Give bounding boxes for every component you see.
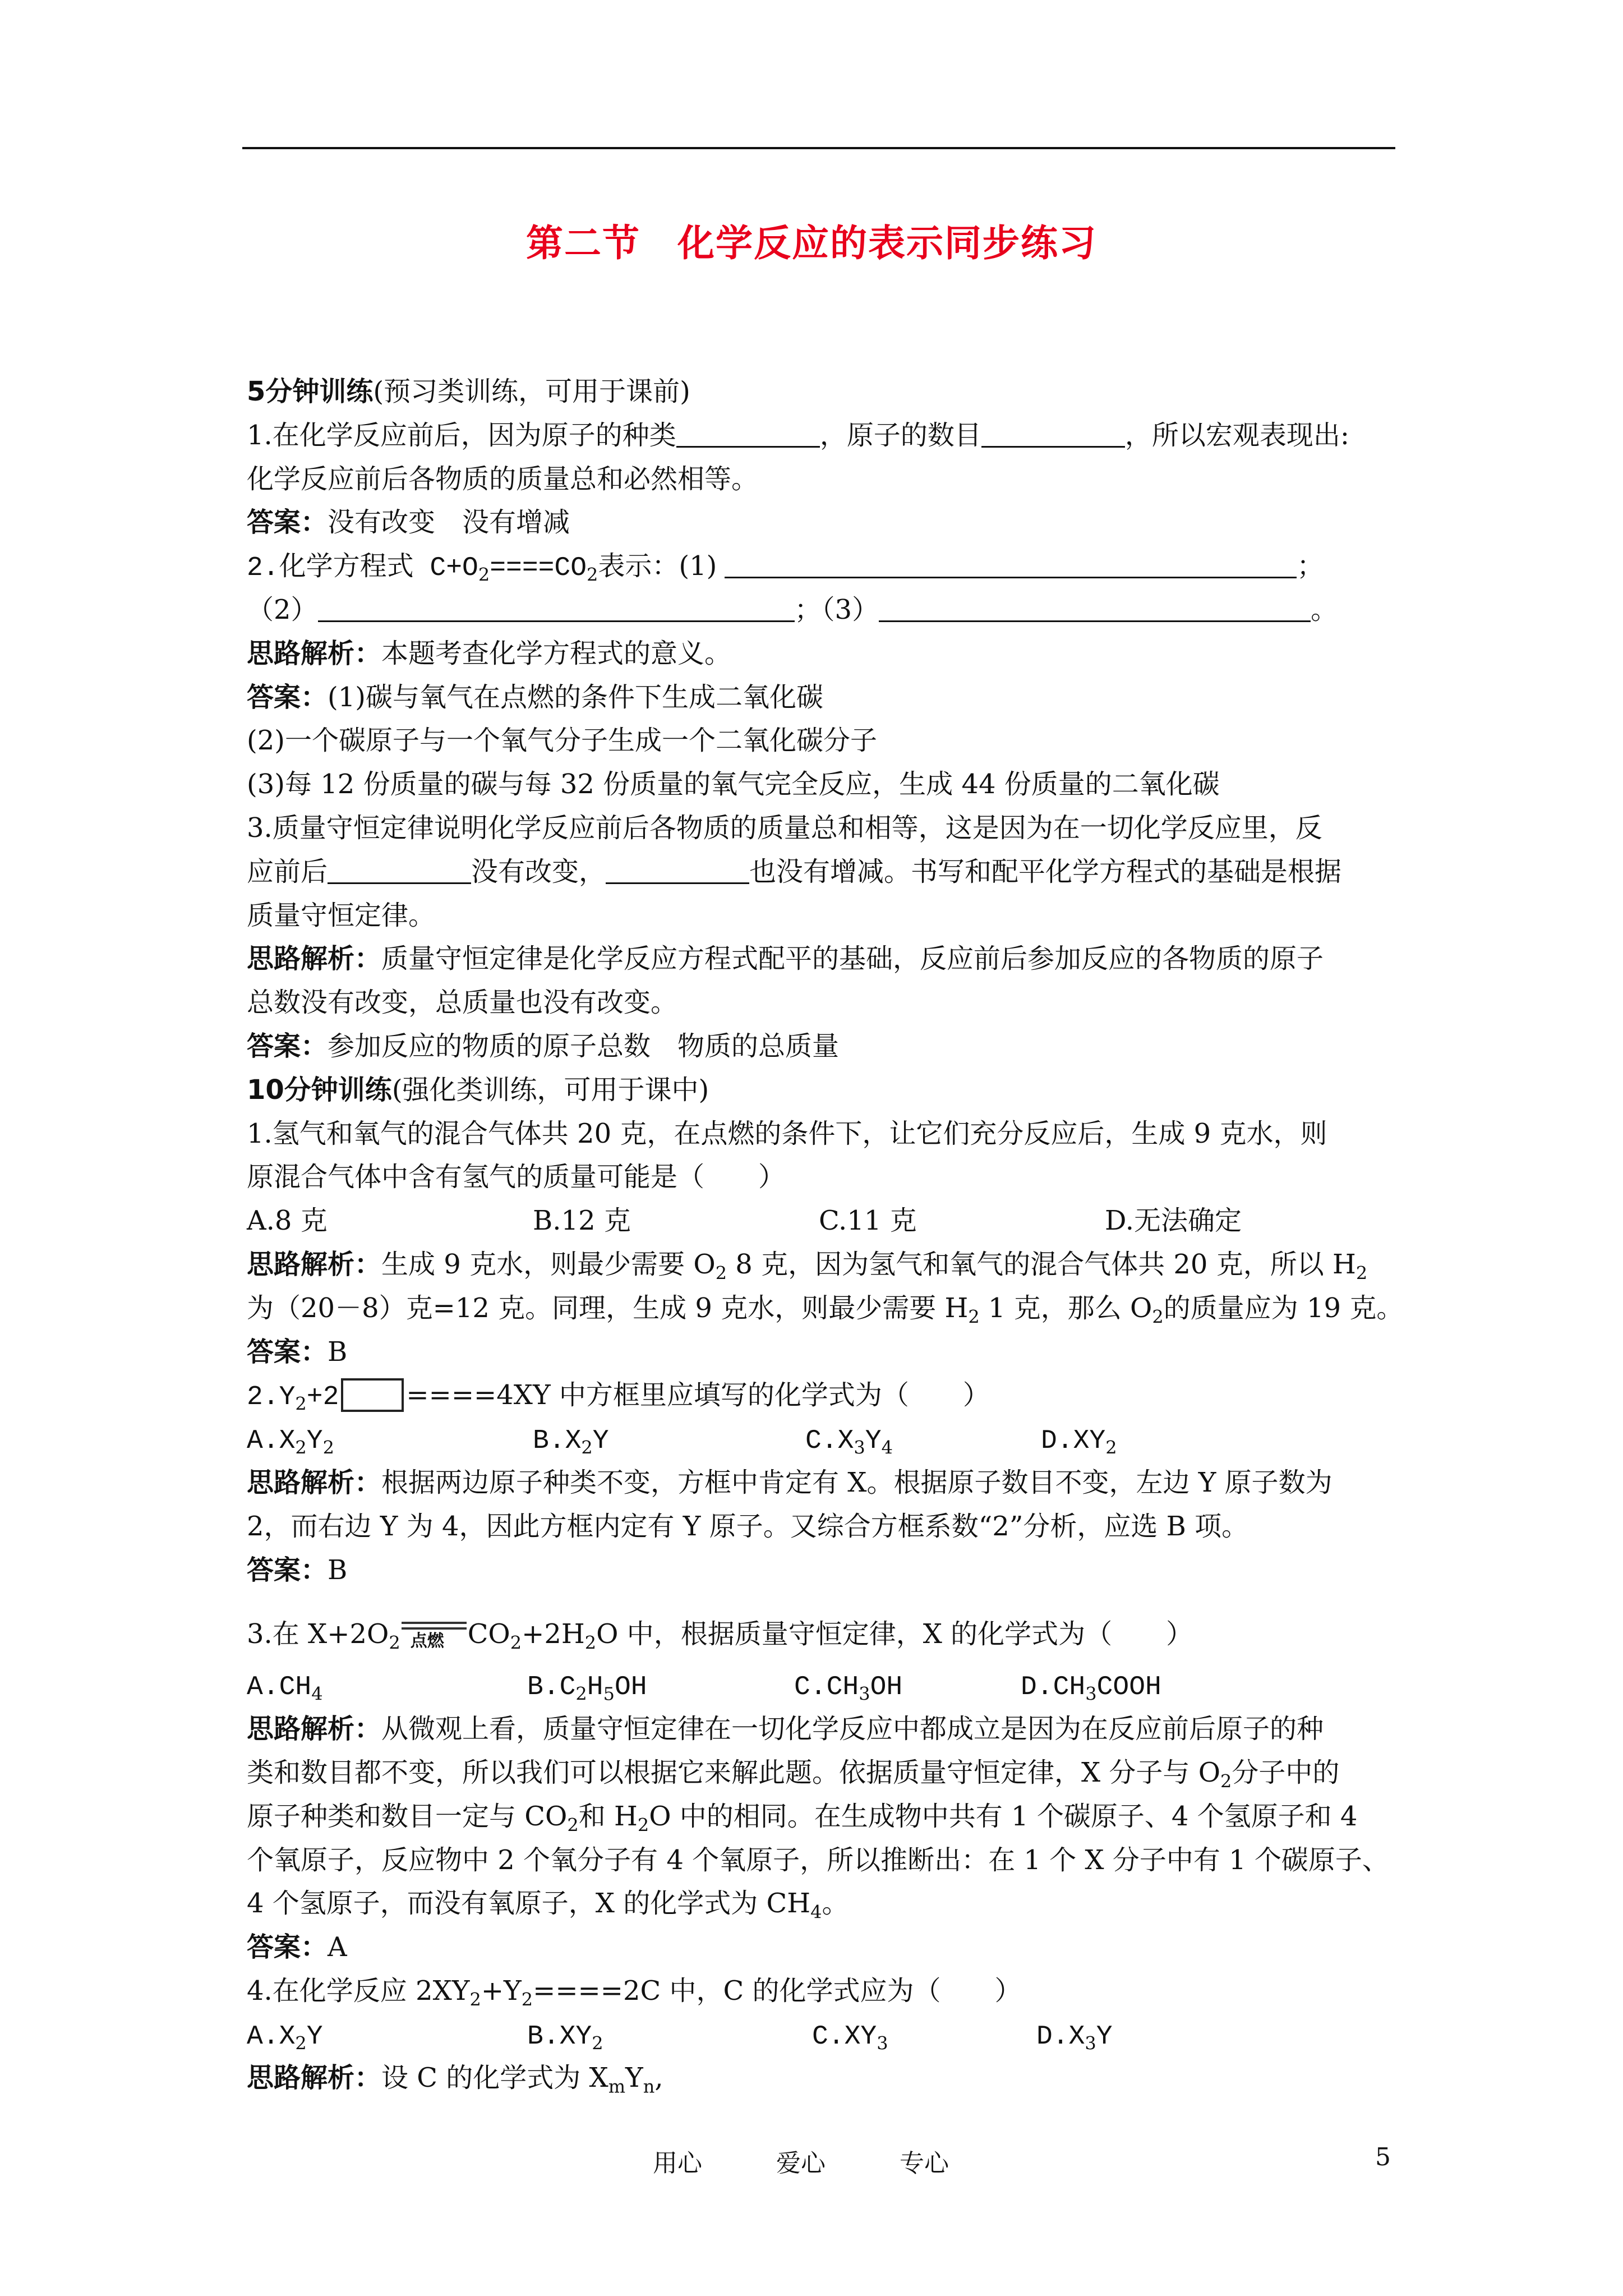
s2-q3-think-1: 思路解析：从微观上看，质量守恒定律在一切化学反应中都成立是因为在反应前后原子的种 [247, 1713, 1324, 1745]
footer-motto: 用心 爱心 专心 [653, 2149, 949, 2178]
s2-q3-think-4: 个氧原子，反应物中 2 个氧分子有 4 个氧原子，所以推断出：在 1 个 X 分子中有 1 个碳原子、 [247, 1844, 1389, 1876]
s2-q4-options [247, 2013, 1396, 2057]
s2-q1-line2: 原混合气体中含有氢气的质量可能是（ ） [247, 1161, 786, 1193]
s2-q2-line1: $2.Y_2+2 ====4XY$ 中方框里应填写的化学式为（ ） [247, 1379, 990, 1415]
option-c: C.11 克 [819, 1205, 917, 1237]
header-rule [242, 147, 1395, 149]
option-d: $D.CH_3COOH$ [1021, 1672, 1161, 1705]
s2-q1-answer: 答案：B [247, 1336, 348, 1368]
s2-q1-options [247, 1199, 1396, 1243]
s2-q3-line1: 3.在 $X+2O_2$ 点燃 $CO_2+2H_2O$ 中，根据质量守恒定律，X 的化学式为（ ） [247, 1618, 1193, 1654]
s2-q4-think: 思路解析：设 C 的化学式为 $X_mY_n$, [247, 2062, 663, 2098]
s2-q1-line1: 1.氢气和氧气的混合气体共 20 克，在点燃的条件下，让它们充分反应后，生成 9 克水，则 [247, 1117, 1327, 1149]
section-heading-10min: 10分钟训练(强化类训练，可用于课中) [247, 1074, 709, 1106]
s1-q2-answer-3: (3)每 12 份质量的碳与每 32 份质量的氧气完全反应，生成 44 份质量的二氧化碳 [247, 769, 1220, 800]
section-heading-5min: 5分钟训练(预习类训练，可用于课前) [247, 376, 690, 407]
option-a: $A.X_2Y_2$ [247, 1426, 334, 1458]
s2-q2-think-2: 2，而右边 Y 为 4，因此方框内定有 Y 原子。又综合方框系数“2”分析，应选 B 项。 [247, 1510, 1249, 1542]
document-body [247, 370, 1404, 2100]
s1-q3-answer: 答案：参加反应的物质的原子总数 物质的总质量 [247, 1030, 840, 1062]
s1-q1-answer: 答案：没有改变 没有增减 [247, 507, 570, 539]
condition-arrow: 点燃 [402, 1618, 467, 1646]
s2-q3-think-2: 类和数目都不变，所以我们可以根据它来解此题。依据质量守恒定律，X 分子与 $O_2$分子中的 [247, 1756, 1340, 1792]
option-c: $C.X_3Y_4$ [805, 1426, 893, 1458]
s1-q2-think: 思路解析：本题考查化学方程式的意义。 [247, 637, 732, 669]
option-b: $B.XY_2$ [527, 2021, 603, 2054]
s1-q2-answer-2: (2)一个碳原子与一个氧气分子生成一个二氧化碳分子 [247, 725, 877, 757]
option-d: $D.X_3Y$ [1036, 2021, 1113, 2054]
s2-q2-options [247, 1418, 1396, 1461]
s1-q2-answer-1: 答案：(1)碳与氧气在点燃的条件下生成二氧化碳 [247, 681, 824, 713]
s2-q2-answer: 答案：B [247, 1554, 348, 1586]
s1-q3-think-1: 思路解析：质量守恒定律是化学反应方程式配平的基础，反应前后参加反应的各物质的原子 [247, 943, 1324, 975]
s2-q2-think-1: 思路解析：根据两边原子种类不变，方框中肯定有 X。根据原子数目不变，左边 Y 原子数为 [247, 1466, 1332, 1498]
s2-q3-think-3: 原子种类和数目一定与 $CO_2$和 $H_2O$ 中的相同。在生成物中共有 1 个碳原子、4 个氢原子和 4 [247, 1800, 1358, 1836]
s2-q4-line1: 4.在化学反应 $2XY_2+Y_2====2C$ 中，C 的化学式应为（ ） [247, 1975, 1022, 2010]
option-d: $D.XY_2$ [1041, 1426, 1117, 1458]
s1-q1-line1: 1.在化学反应前后，因为原子的种类 ，原子的数目 ，所以宏观表现出: [247, 414, 1396, 458]
option-a: $A.X_2Y$ [247, 2021, 323, 2054]
s1-q3-think-2: 总数没有改变，总质量也没有改变。 [247, 987, 678, 1019]
option-b: $B.C_2H_5OH$ [527, 1672, 647, 1705]
s2-q3-think-5: 4 个氢原子，而没有氧原子，X 的化学式为 $CH_4$。 [247, 1888, 849, 1923]
option-c: $C.CH_3OH$ [794, 1672, 903, 1705]
s1-q1-line2: 化学反应前后各物质的质量总和必然相等。 [247, 463, 759, 495]
s1-q3-line2: 应前后 没有改变， 也没有增减。书写和配平化学方程式的基础是根据 [247, 850, 1396, 894]
s2-q1-think-1: 思路解析：生成 9 克水，则最少需要 $O_2$ 8 克，因为氢气和氧气的混合气体共 20 克，所以 $H_2$ [247, 1248, 1368, 1284]
s1-q3-line1: 3.质量守恒定律说明化学反应前后各物质的质量总和相等，这是因为在一切化学反应里，反 [247, 812, 1322, 844]
s2-q1-think-2: 为（20－8）克=12 克。同理，生成 9 克水，则最少需要 $H_2$ 1 克，那么 $O_2$的质量应为 19 克。 [247, 1292, 1404, 1328]
page-number: 5 [1375, 2143, 1391, 2171]
s1-q2-line2: （2） ；（3） 。 [247, 588, 1396, 632]
option-a: $A.CH_4$ [247, 1672, 323, 1705]
s1-q2-line1: 2.化学方程式 $C+O_2====CO_2$表示：(1) ； [247, 545, 1396, 588]
option-c: $C.XY_3$ [812, 2021, 888, 2054]
option-d: D.无法确定 [1105, 1205, 1242, 1237]
option-a: A.8 克 [247, 1205, 328, 1237]
blank-box [341, 1378, 404, 1412]
option-b: B.12 克 [533, 1205, 631, 1237]
s2-q3-answer: 答案：A [247, 1931, 347, 1963]
page-title: 第二节 化学反应的表示同步练习 [526, 222, 1097, 265]
s1-q3-line3: 质量守恒定律。 [247, 899, 436, 931]
option-b: $B.X_2Y$ [533, 1426, 609, 1458]
